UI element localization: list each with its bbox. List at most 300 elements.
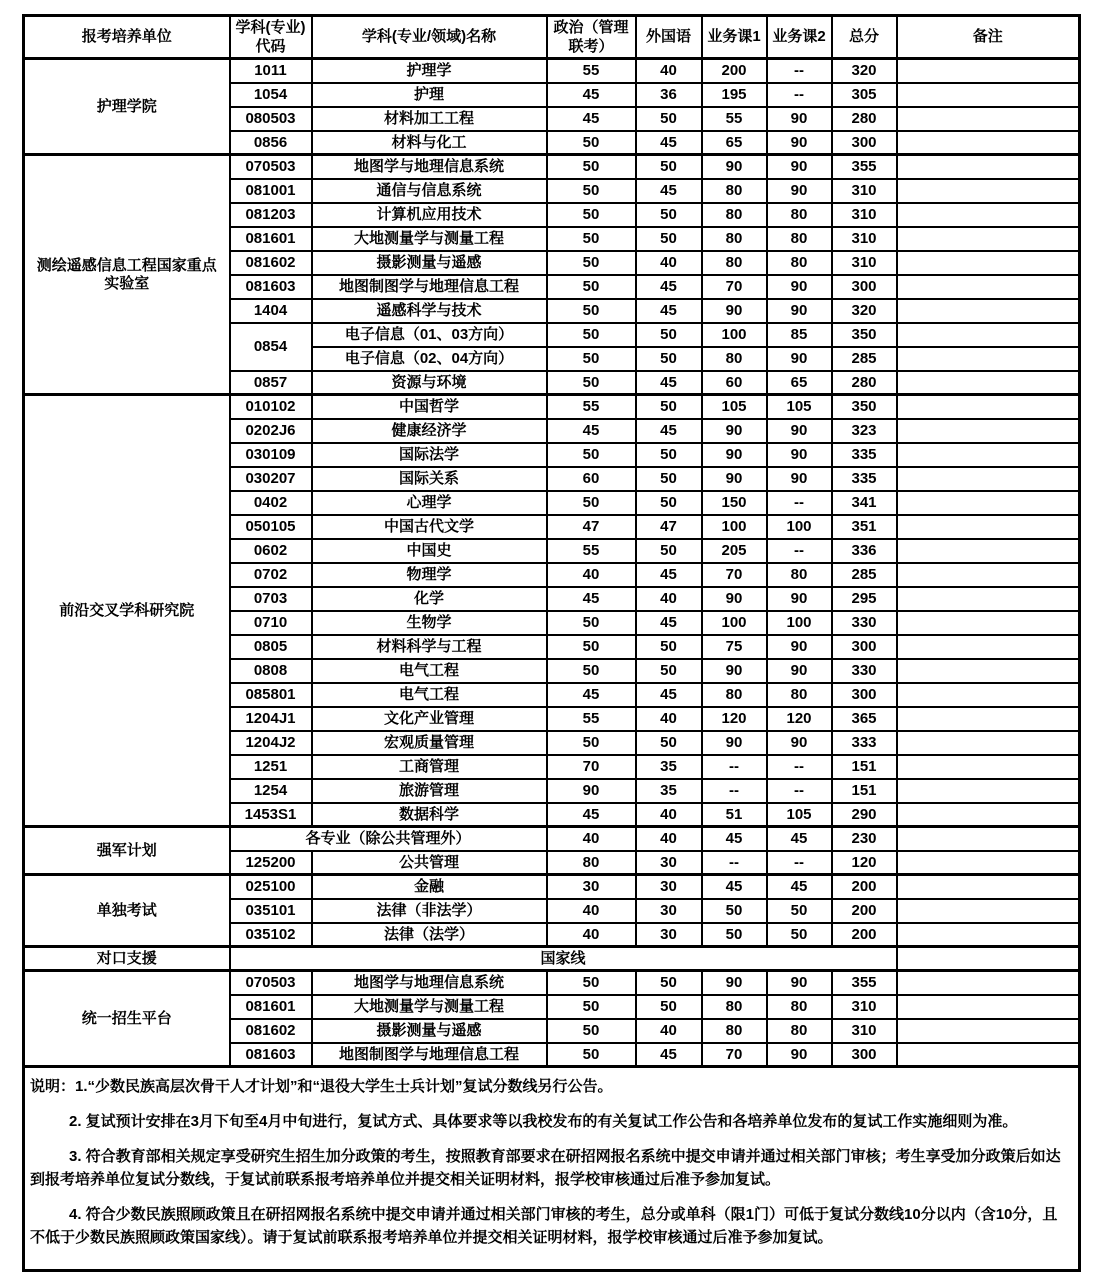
remark-cell xyxy=(897,827,1080,851)
subject-name-cell: 数据科学 xyxy=(312,803,547,827)
table-row xyxy=(24,827,1080,851)
score-cell-course1: 51 xyxy=(702,803,767,827)
score-cell-course2: 90 xyxy=(767,131,832,155)
score-cell-total: 330 xyxy=(832,659,897,683)
score-cell-foreign: 50 xyxy=(636,539,702,563)
score-cell-course2: 100 xyxy=(767,611,832,635)
remark-cell xyxy=(897,443,1080,467)
remark-cell xyxy=(897,587,1080,611)
subject-code-cell: 030109 xyxy=(230,443,312,467)
score-cell-total: 310 xyxy=(832,995,897,1019)
score-cell-foreign: 45 xyxy=(636,563,702,587)
subject-code-cell: 0402 xyxy=(230,491,312,515)
score-cell-course2: -- xyxy=(767,851,832,875)
subject-name-cell: 国际法学 xyxy=(312,443,547,467)
score-cell-politics: 50 xyxy=(547,491,636,515)
subject-name-cell: 大地测量学与测量工程 xyxy=(312,227,547,251)
subject-name-cell: 通信与信息系统 xyxy=(312,179,547,203)
score-cell-politics: 55 xyxy=(547,395,636,419)
score-cell-foreign: 30 xyxy=(636,899,702,923)
score-cell-course2: -- xyxy=(767,539,832,563)
score-cell-course1: 80 xyxy=(702,1019,767,1043)
score-cell-foreign: 45 xyxy=(636,419,702,443)
score-cell-course2: 80 xyxy=(767,683,832,707)
score-cell-total: 310 xyxy=(832,1019,897,1043)
score-cell-course2: -- xyxy=(767,83,832,107)
score-cell-foreign: 40 xyxy=(636,827,702,851)
score-cell-course1: 150 xyxy=(702,491,767,515)
score-cell-foreign: 50 xyxy=(636,635,702,659)
score-cell-foreign: 50 xyxy=(636,347,702,371)
subject-code-cell: 070503 xyxy=(230,971,312,995)
score-cell-course1: -- xyxy=(702,779,767,803)
score-cell-course1: 120 xyxy=(702,707,767,731)
score-cell-politics: 50 xyxy=(547,275,636,299)
score-cell-foreign: 50 xyxy=(636,491,702,515)
remark-cell xyxy=(897,971,1080,995)
score-cell-course1: 90 xyxy=(702,659,767,683)
score-cell-course2: 90 xyxy=(767,107,832,131)
score-cell-politics: 55 xyxy=(547,539,636,563)
score-cell-course1: 55 xyxy=(702,107,767,131)
column-header-politics: 政治（管理联考） xyxy=(547,16,636,59)
score-cell-course1: 90 xyxy=(702,971,767,995)
subject-name-cell: 护理 xyxy=(312,83,547,107)
score-cell-total: 280 xyxy=(832,107,897,131)
score-cell-total: 341 xyxy=(832,491,897,515)
score-cell-course1: 80 xyxy=(702,683,767,707)
subject-name-cell: 中国哲学 xyxy=(312,395,547,419)
score-cell-course1: 80 xyxy=(702,179,767,203)
remark-cell xyxy=(897,1043,1080,1067)
score-cell-course1: 65 xyxy=(702,131,767,155)
score-cell-course2: -- xyxy=(767,59,832,83)
score-cell-total: 350 xyxy=(832,323,897,347)
score-cell-course1: 70 xyxy=(702,563,767,587)
score-cell-course2: 80 xyxy=(767,227,832,251)
score-cell-total: 200 xyxy=(832,899,897,923)
score-cell-foreign: 45 xyxy=(636,371,702,395)
score-cell-foreign: 50 xyxy=(636,659,702,683)
score-cell-course1: 100 xyxy=(702,515,767,539)
subject-code-cell: 081001 xyxy=(230,179,312,203)
score-cell-course2: 90 xyxy=(767,155,832,179)
score-cell-course1: 100 xyxy=(702,323,767,347)
subject-code-cell: 0602 xyxy=(230,539,312,563)
score-line-table xyxy=(22,14,1081,1272)
score-cell-course1: 90 xyxy=(702,467,767,491)
score-cell-foreign: 50 xyxy=(636,971,702,995)
score-cell-foreign: 50 xyxy=(636,443,702,467)
subject-name-cell: 宏观质量管理 xyxy=(312,731,547,755)
score-cell-politics: 40 xyxy=(547,563,636,587)
score-cell-foreign: 40 xyxy=(636,587,702,611)
score-cell-politics: 40 xyxy=(547,923,636,947)
subject-name-cell: 护理学 xyxy=(312,59,547,83)
score-cell-politics: 50 xyxy=(547,1019,636,1043)
score-cell-politics: 55 xyxy=(547,707,636,731)
score-cell-total: 365 xyxy=(832,707,897,731)
document-page xyxy=(22,14,1081,1272)
score-cell-course2: 65 xyxy=(767,371,832,395)
score-cell-course2: -- xyxy=(767,491,832,515)
subject-code-cell: 0808 xyxy=(230,659,312,683)
score-cell-course2: 90 xyxy=(767,275,832,299)
score-cell-politics: 50 xyxy=(547,1043,636,1067)
score-cell-politics: 47 xyxy=(547,515,636,539)
score-cell-politics: 50 xyxy=(547,179,636,203)
column-header-course1: 业务课1 xyxy=(702,16,767,59)
score-cell-course1: 70 xyxy=(702,1043,767,1067)
score-cell-total: 310 xyxy=(832,179,897,203)
remark-cell xyxy=(897,59,1080,83)
subject-code-cell: 081603 xyxy=(230,1043,312,1067)
subject-code-cell: 050105 xyxy=(230,515,312,539)
score-cell-foreign: 50 xyxy=(636,155,702,179)
score-cell-total: 333 xyxy=(832,731,897,755)
score-cell-course2: 90 xyxy=(767,299,832,323)
unit-cell: 强军计划 xyxy=(24,827,230,875)
table-row xyxy=(24,395,1080,419)
subject-code-cell: 081603 xyxy=(230,275,312,299)
column-header-name: 学科(专业/领域)名称 xyxy=(312,16,547,59)
note-1: 说明：1.“少数民族高层次骨干人才计划”和“退役大学生士兵计划”复试分数线另行公告。 xyxy=(30,1078,613,1095)
score-cell-politics: 80 xyxy=(547,851,636,875)
score-cell-foreign: 40 xyxy=(636,707,702,731)
score-cell-foreign: 45 xyxy=(636,179,702,203)
score-cell-foreign: 36 xyxy=(636,83,702,107)
column-header-unit: 报考培养单位 xyxy=(24,16,230,59)
score-cell-course1: 80 xyxy=(702,203,767,227)
subject-code-cell: 1011 xyxy=(230,59,312,83)
score-cell-course1: 60 xyxy=(702,371,767,395)
remark-cell xyxy=(897,563,1080,587)
remark-cell xyxy=(897,203,1080,227)
subject-name-cell: 地图制图学与地理信息工程 xyxy=(312,275,547,299)
subject-code-cell: 081602 xyxy=(230,1019,312,1043)
score-cell-politics: 50 xyxy=(547,731,636,755)
score-cell-course1: 90 xyxy=(702,731,767,755)
score-cell-politics: 50 xyxy=(547,155,636,179)
subject-name-cell: 材料科学与工程 xyxy=(312,635,547,659)
subject-name-cell: 中国古代文学 xyxy=(312,515,547,539)
score-cell-total: 336 xyxy=(832,539,897,563)
score-cell-course1: 80 xyxy=(702,227,767,251)
score-cell-total: 323 xyxy=(832,419,897,443)
score-cell-course2: 100 xyxy=(767,515,832,539)
score-cell-foreign: 45 xyxy=(636,611,702,635)
score-cell-course2: 90 xyxy=(767,467,832,491)
remark-cell xyxy=(897,923,1080,947)
score-cell-politics: 45 xyxy=(547,83,636,107)
score-cell-course1: 50 xyxy=(702,923,767,947)
score-cell-politics: 50 xyxy=(547,227,636,251)
score-cell-foreign: 50 xyxy=(636,323,702,347)
score-cell-course1: 50 xyxy=(702,899,767,923)
score-cell-foreign: 40 xyxy=(636,803,702,827)
subject-name-cell: 摄影测量与遥感 xyxy=(312,251,547,275)
note-4: 4. 符合少数民族照顾政策且在研招网报名系统中提交申请并通过相关部门审核的考生，总分或单科（限1门）可低于复试分数线10分以内（含10分，且不低于少数民族照顾政策国家线）。请于复试前联系报考培养单位并提交相关证明材料，报学校审核通过后准予参加复试。 xyxy=(30,1206,1058,1246)
score-cell-course1: 45 xyxy=(702,827,767,851)
remark-cell xyxy=(897,539,1080,563)
subject-name-cell: 心理学 xyxy=(312,491,547,515)
score-cell-course2: 90 xyxy=(767,443,832,467)
score-cell-politics: 40 xyxy=(547,899,636,923)
score-cell-total: 280 xyxy=(832,371,897,395)
score-cell-course2: -- xyxy=(767,755,832,779)
score-cell-politics: 90 xyxy=(547,779,636,803)
score-cell-total: 305 xyxy=(832,83,897,107)
score-cell-course1: 90 xyxy=(702,443,767,467)
remark-cell xyxy=(897,131,1080,155)
score-cell-politics: 50 xyxy=(547,635,636,659)
unit-cell: 单独考试 xyxy=(24,875,230,947)
score-cell-foreign: 50 xyxy=(636,203,702,227)
score-cell-course1: 205 xyxy=(702,539,767,563)
score-cell-total: 350 xyxy=(832,395,897,419)
subject-name-cell: 法律（非法学） xyxy=(312,899,547,923)
score-cell-course2: 80 xyxy=(767,995,832,1019)
remark-cell xyxy=(897,755,1080,779)
score-cell-foreign: 35 xyxy=(636,755,702,779)
score-cell-course1: -- xyxy=(702,755,767,779)
score-cell-foreign: 50 xyxy=(636,227,702,251)
subject-code-cell: 035101 xyxy=(230,899,312,923)
subject-code-cell: 0710 xyxy=(230,611,312,635)
subject-code-cell: 0703 xyxy=(230,587,312,611)
score-cell-foreign: 45 xyxy=(636,683,702,707)
score-cell-course1: 90 xyxy=(702,155,767,179)
score-cell-total: 285 xyxy=(832,347,897,371)
subject-name-cell: 遥感科学与技术 xyxy=(312,299,547,323)
remark-cell xyxy=(897,299,1080,323)
table-row xyxy=(24,971,1080,995)
subject-name-cell: 法律（法学） xyxy=(312,923,547,947)
score-cell-foreign: 30 xyxy=(636,875,702,899)
unit-cell: 护理学院 xyxy=(24,59,230,155)
score-cell-course2: 85 xyxy=(767,323,832,347)
remark-cell xyxy=(897,515,1080,539)
national-line-cell: 国家线 xyxy=(230,947,897,971)
column-header-remark: 备注 xyxy=(897,16,1080,59)
unit-cell: 统一招生平台 xyxy=(24,971,230,1067)
score-cell-total: 320 xyxy=(832,59,897,83)
score-cell-foreign: 45 xyxy=(636,275,702,299)
score-cell-course1: 45 xyxy=(702,875,767,899)
notes-row xyxy=(24,1067,1080,1271)
remark-cell xyxy=(897,1019,1080,1043)
subject-code-cell: 035102 xyxy=(230,923,312,947)
remark-cell xyxy=(897,611,1080,635)
score-cell-politics: 30 xyxy=(547,875,636,899)
score-cell-foreign: 30 xyxy=(636,851,702,875)
score-cell-politics: 50 xyxy=(547,299,636,323)
remark-cell xyxy=(897,491,1080,515)
column-header-code: 学科(专业)代码 xyxy=(230,16,312,59)
subject-name-cell: 地图学与地理信息系统 xyxy=(312,971,547,995)
subject-name-cell: 电气工程 xyxy=(312,659,547,683)
score-cell-course2: 90 xyxy=(767,419,832,443)
score-cell-politics: 50 xyxy=(547,971,636,995)
score-cell-total: 285 xyxy=(832,563,897,587)
score-cell-politics: 50 xyxy=(547,347,636,371)
subject-code-cell: 1204J1 xyxy=(230,707,312,731)
score-cell-foreign: 50 xyxy=(636,107,702,131)
subject-code-cell: 0857 xyxy=(230,371,312,395)
score-cell-foreign: 47 xyxy=(636,515,702,539)
score-cell-course2: 90 xyxy=(767,1043,832,1067)
subject-code-cell: 0202J6 xyxy=(230,419,312,443)
subject-name-cell: 物理学 xyxy=(312,563,547,587)
subject-name-cell: 大地测量学与测量工程 xyxy=(312,995,547,1019)
score-cell-course1: 105 xyxy=(702,395,767,419)
score-cell-course2: 120 xyxy=(767,707,832,731)
subject-code-cell: 125200 xyxy=(230,851,312,875)
column-header-total: 总分 xyxy=(832,16,897,59)
subject-code-cell: 1054 xyxy=(230,83,312,107)
score-cell-politics: 45 xyxy=(547,587,636,611)
subject-name-cell: 中国史 xyxy=(312,539,547,563)
subject-code-cell: 1453S1 xyxy=(230,803,312,827)
remark-cell xyxy=(897,371,1080,395)
subject-name-cell: 地图学与地理信息系统 xyxy=(312,155,547,179)
subject-code-cell: 070503 xyxy=(230,155,312,179)
score-cell-politics: 50 xyxy=(547,659,636,683)
score-cell-course2: 90 xyxy=(767,731,832,755)
score-cell-foreign: 45 xyxy=(636,131,702,155)
remark-cell xyxy=(897,179,1080,203)
subject-name-cell: 计算机应用技术 xyxy=(312,203,547,227)
subject-code-cell: 0856 xyxy=(230,131,312,155)
score-cell-total: 200 xyxy=(832,875,897,899)
score-cell-politics: 50 xyxy=(547,131,636,155)
subject-code-cell: 080503 xyxy=(230,107,312,131)
score-cell-course2: 90 xyxy=(767,635,832,659)
score-cell-course1: 80 xyxy=(702,251,767,275)
subject-code-cell: 0702 xyxy=(230,563,312,587)
score-cell-course2: 45 xyxy=(767,827,832,851)
remark-cell xyxy=(897,947,1080,971)
subject-code-cell: 081601 xyxy=(230,227,312,251)
score-cell-total: 300 xyxy=(832,131,897,155)
score-cell-total: 300 xyxy=(832,635,897,659)
score-cell-total: 295 xyxy=(832,587,897,611)
remark-cell xyxy=(897,275,1080,299)
remark-cell xyxy=(897,683,1080,707)
note-3: 3. 符合教育部相关规定享受研究生招生加分政策的考生，按照教育部要求在研招网报名系统中提交申请并通过相关部门审核；考生享受加分政策后如达到报考培养单位复试分数线，于复试前联系报考培养单位并提交相关证明材料，报学校审核通过后准予参加复试。 xyxy=(30,1148,1061,1188)
score-cell-course2: 105 xyxy=(767,395,832,419)
subject-name-cell: 金融 xyxy=(312,875,547,899)
remark-cell xyxy=(897,323,1080,347)
score-cell-course1: 90 xyxy=(702,419,767,443)
subject-name-cell: 公共管理 xyxy=(312,851,547,875)
remark-cell xyxy=(897,107,1080,131)
score-cell-course2: 80 xyxy=(767,563,832,587)
score-cell-total: 355 xyxy=(832,155,897,179)
score-cell-foreign: 40 xyxy=(636,251,702,275)
subject-name-cell: 旅游管理 xyxy=(312,779,547,803)
remark-cell xyxy=(897,995,1080,1019)
subject-name-cell: 电子信息（01、03方向） xyxy=(312,323,547,347)
score-cell-course1: 195 xyxy=(702,83,767,107)
score-cell-politics: 50 xyxy=(547,611,636,635)
remark-cell xyxy=(897,347,1080,371)
score-cell-foreign: 45 xyxy=(636,1043,702,1067)
remark-cell xyxy=(897,419,1080,443)
subject-code-cell: 1251 xyxy=(230,755,312,779)
score-cell-course1: 90 xyxy=(702,299,767,323)
column-header-course2: 业务课2 xyxy=(767,16,832,59)
score-cell-total: 351 xyxy=(832,515,897,539)
score-cell-course1: 80 xyxy=(702,995,767,1019)
remark-cell xyxy=(897,779,1080,803)
score-cell-course2: 90 xyxy=(767,179,832,203)
score-cell-course2: 80 xyxy=(767,1019,832,1043)
subject-code-cell: 010102 xyxy=(230,395,312,419)
code-name-merged-cell: 各专业（除公共管理外） xyxy=(230,827,547,851)
unit-cell: 对口支援 xyxy=(24,947,230,971)
remark-cell xyxy=(897,707,1080,731)
score-cell-politics: 45 xyxy=(547,803,636,827)
remark-cell xyxy=(897,659,1080,683)
subject-code-cell: 081602 xyxy=(230,251,312,275)
score-cell-course2: 105 xyxy=(767,803,832,827)
table-row xyxy=(24,875,1080,899)
subject-name-cell: 材料加工工程 xyxy=(312,107,547,131)
subject-code-cell: 085801 xyxy=(230,683,312,707)
score-cell-total: 355 xyxy=(832,971,897,995)
score-cell-course2: 90 xyxy=(767,347,832,371)
score-cell-course2: 80 xyxy=(767,203,832,227)
score-cell-politics: 45 xyxy=(547,419,636,443)
score-cell-foreign: 50 xyxy=(636,731,702,755)
score-cell-politics: 50 xyxy=(547,995,636,1019)
score-cell-total: 330 xyxy=(832,611,897,635)
table-body xyxy=(24,59,1080,1067)
subject-name-cell: 资源与环境 xyxy=(312,371,547,395)
subject-name-cell: 摄影测量与遥感 xyxy=(312,1019,547,1043)
score-cell-total: 151 xyxy=(832,755,897,779)
score-cell-politics: 50 xyxy=(547,251,636,275)
score-cell-politics: 45 xyxy=(547,107,636,131)
subject-name-cell: 化学 xyxy=(312,587,547,611)
remark-cell xyxy=(897,155,1080,179)
score-cell-foreign: 45 xyxy=(636,299,702,323)
subject-code-cell: 081601 xyxy=(230,995,312,1019)
score-cell-politics: 50 xyxy=(547,371,636,395)
score-cell-total: 290 xyxy=(832,803,897,827)
remark-cell xyxy=(897,851,1080,875)
notes-cell xyxy=(24,1067,1080,1271)
subject-name-cell: 国际关系 xyxy=(312,467,547,491)
table-row xyxy=(24,155,1080,179)
score-cell-total: 151 xyxy=(832,779,897,803)
column-header-foreign-language: 外国语 xyxy=(636,16,702,59)
score-cell-course2: 50 xyxy=(767,923,832,947)
subject-code-cell: 1254 xyxy=(230,779,312,803)
remark-cell xyxy=(897,83,1080,107)
subject-code-cell: 025100 xyxy=(230,875,312,899)
score-cell-course2: 90 xyxy=(767,587,832,611)
score-cell-total: 300 xyxy=(832,683,897,707)
score-cell-politics: 50 xyxy=(547,443,636,467)
score-cell-total: 310 xyxy=(832,203,897,227)
score-cell-politics: 45 xyxy=(547,683,636,707)
score-cell-course1: 90 xyxy=(702,587,767,611)
remark-cell xyxy=(897,875,1080,899)
score-cell-total: 200 xyxy=(832,923,897,947)
subject-code-cell: 030207 xyxy=(230,467,312,491)
